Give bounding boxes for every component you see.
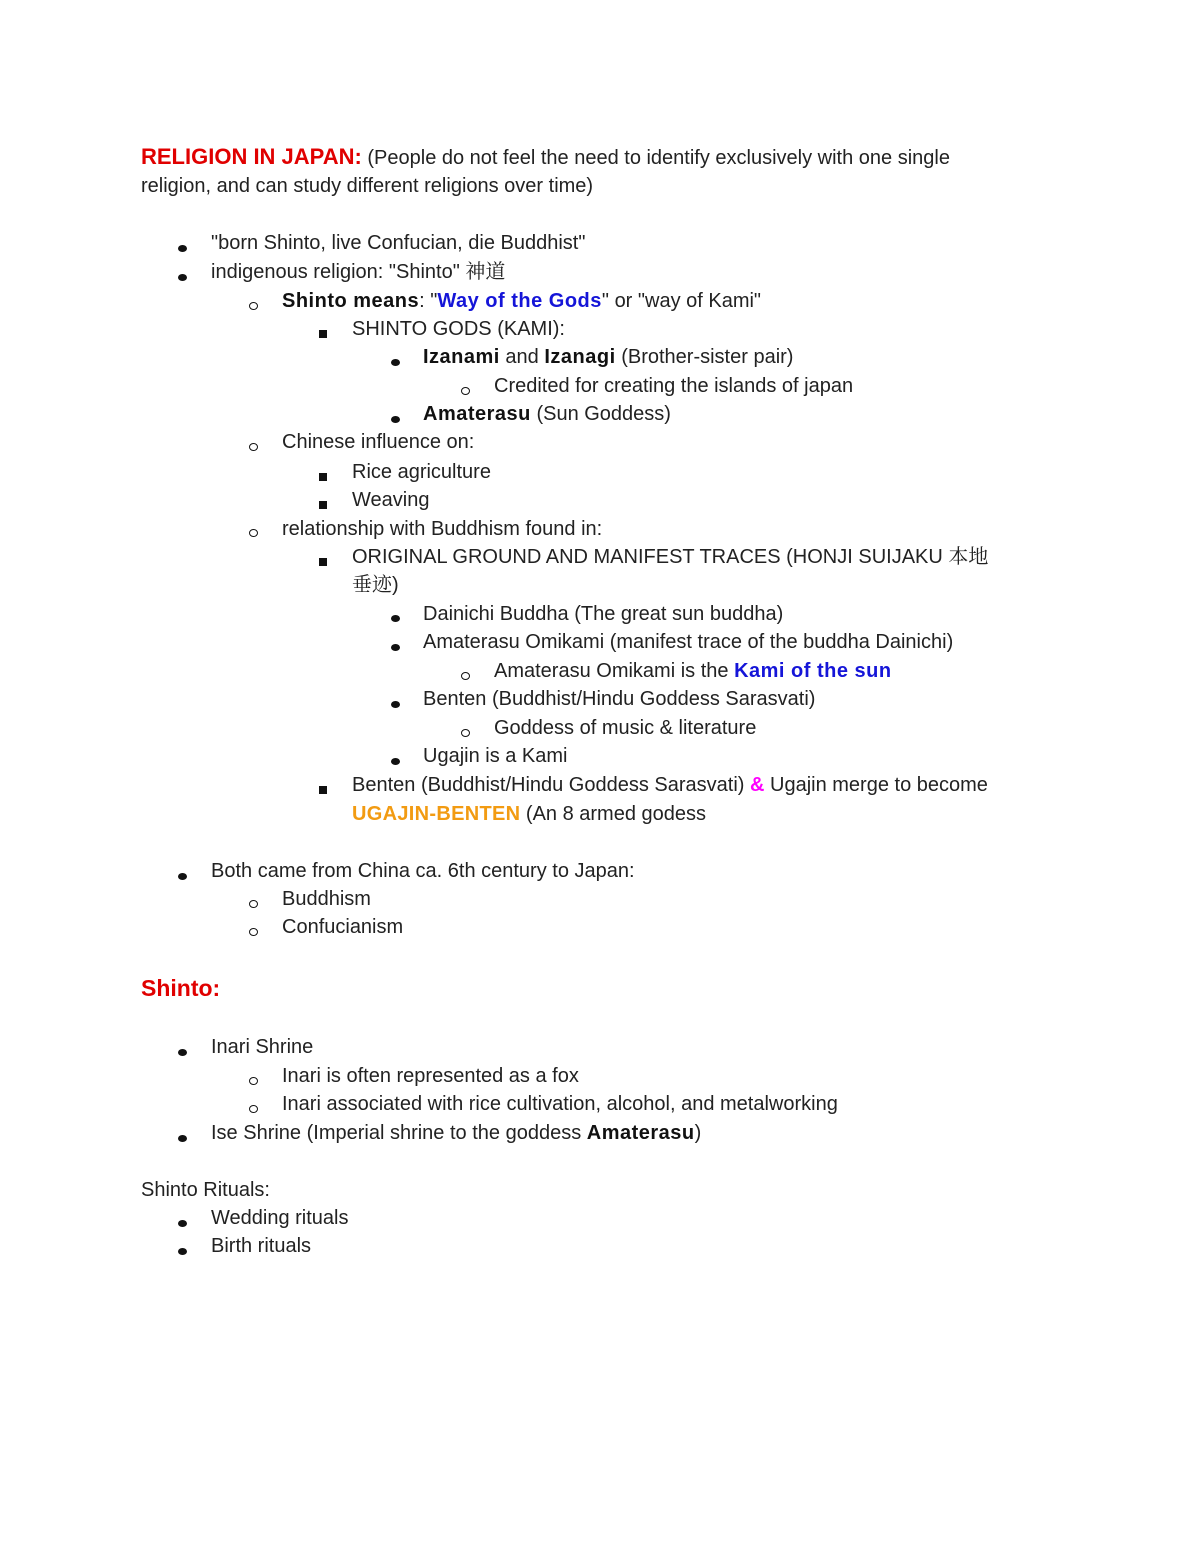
bullet-disc-icon xyxy=(391,353,400,371)
list-item-credited: Credited for creating the islands of japan xyxy=(494,375,854,397)
intro-text-continued: religion, and can study different religions over time) xyxy=(141,175,594,197)
bullet-circle-icon xyxy=(249,1100,258,1118)
ugajin-benten-highlight: UGAJIN-BENTEN xyxy=(352,803,521,825)
list-item-confucianism: Confucianism xyxy=(282,916,404,938)
list-item-amaterasu-omikami: Amaterasu Omikami (manifest trace of the buddha Dainichi) xyxy=(423,631,954,653)
list-item-amaterasu: Amaterasu (Sun Goddess) xyxy=(423,403,671,425)
list-item-buddhism: Buddhism xyxy=(282,888,371,910)
shinto-rituals-label: Shinto Rituals: xyxy=(141,1179,270,1201)
way-of-the-gods-highlight: Way of the Gods xyxy=(437,290,602,312)
list-item-original-ground: ORIGINAL GROUND AND MANIFEST TRACES (HONJI SUIJAKU 本地 xyxy=(352,546,989,568)
bullet-square-icon xyxy=(319,468,327,486)
list-item-born: "born Shinto, live Confucian, die Buddhist" xyxy=(211,232,586,254)
bullet-circle-icon xyxy=(249,923,258,941)
list-item-benten: Benten (Buddhist/Hindu Goddess Sarasvati) xyxy=(423,688,816,710)
list-item-ugajin: Ugajin is a Kami xyxy=(423,745,568,767)
bullet-square-icon xyxy=(319,325,327,343)
bullet-disc-icon xyxy=(391,410,400,428)
bullet-circle-icon xyxy=(249,524,258,542)
bullet-square-icon xyxy=(319,553,327,571)
list-item-relationship: relationship with Buddhism found in: xyxy=(282,518,603,540)
bullet-disc-icon xyxy=(391,638,400,656)
intro-text: (People do not feel the need to identify exclusively with one single xyxy=(367,147,950,169)
bullet-disc-icon xyxy=(178,867,187,885)
list-item-chinese-influence: Chinese influence on: xyxy=(282,431,475,453)
list-item-rice: Rice agriculture xyxy=(352,461,491,483)
bullet-circle-icon xyxy=(249,1072,258,1090)
bullet-disc-icon xyxy=(178,1129,187,1147)
section-heading-line xyxy=(141,142,950,173)
list-item-benten-merge-continued: UGAJIN-BENTEN (An 8 armed godess xyxy=(352,803,707,825)
bullet-disc-icon xyxy=(178,268,187,286)
bullet-disc-icon xyxy=(178,1242,187,1260)
list-item-goddess-music: Goddess of music & literature xyxy=(494,717,757,739)
list-item-benten-merge: Benten (Buddhist/Hindu Goddess Sarasvati) & Ugajin merge to become xyxy=(352,774,988,796)
section-title-shinto: Shinto: xyxy=(141,975,221,1001)
list-item-inari-assoc: Inari associated with rice cultivation, alcohol, and metalworking xyxy=(282,1093,838,1115)
list-item-indigenous: indigenous religion: "Shinto" 神道 xyxy=(211,261,506,283)
bullet-disc-icon xyxy=(178,1214,187,1232)
bullet-circle-icon xyxy=(249,438,258,456)
bullet-disc-icon xyxy=(391,695,400,713)
bullet-circle-icon xyxy=(461,382,470,400)
section-title-religion-in-japan: RELIGION IN JAPAN: xyxy=(141,144,362,169)
ampersand-highlight: & xyxy=(750,774,765,796)
bullet-circle-icon xyxy=(461,724,470,742)
bullet-square-icon xyxy=(319,781,327,799)
bullet-disc-icon xyxy=(178,239,187,257)
kami-of-the-sun-highlight: Kami of the sun xyxy=(734,660,892,682)
bullet-circle-icon xyxy=(461,667,470,685)
list-item-birth: Birth rituals xyxy=(211,1235,312,1257)
list-item-ise-shrine: Ise Shrine (Imperial shrine to the goddess Amaterasu) xyxy=(211,1122,702,1144)
list-item-shinto-gods: SHINTO GODS (KAMI): xyxy=(352,318,565,340)
bullet-disc-icon xyxy=(391,752,400,770)
bullet-circle-icon xyxy=(249,895,258,913)
list-item-original-ground-continued: 垂迹) xyxy=(352,574,399,596)
list-item-both-came: Both came from China ca. 6th century to Japan: xyxy=(211,860,635,882)
bullet-disc-icon xyxy=(178,1043,187,1061)
list-item-shinto-means: Shinto means: "Way of the Gods" or "way of Kami" xyxy=(282,290,762,312)
list-item-weaving: Weaving xyxy=(352,489,430,511)
bullet-circle-icon xyxy=(249,297,258,315)
list-item-dainichi: Dainichi Buddha (The great sun buddha) xyxy=(423,603,784,625)
list-item-inari-shrine: Inari Shrine xyxy=(211,1036,314,1058)
bullet-square-icon xyxy=(319,496,327,514)
list-item-inari-fox: Inari is often represented as a fox xyxy=(282,1065,579,1087)
list-item-kami-of-sun: Amaterasu Omikami is the Kami of the sun xyxy=(494,660,892,682)
list-item-izanami-izanagi: Izanami and Izanagi (Brother-sister pair) xyxy=(423,346,794,368)
list-item-wedding: Wedding rituals xyxy=(211,1207,349,1229)
bullet-disc-icon xyxy=(391,609,400,627)
